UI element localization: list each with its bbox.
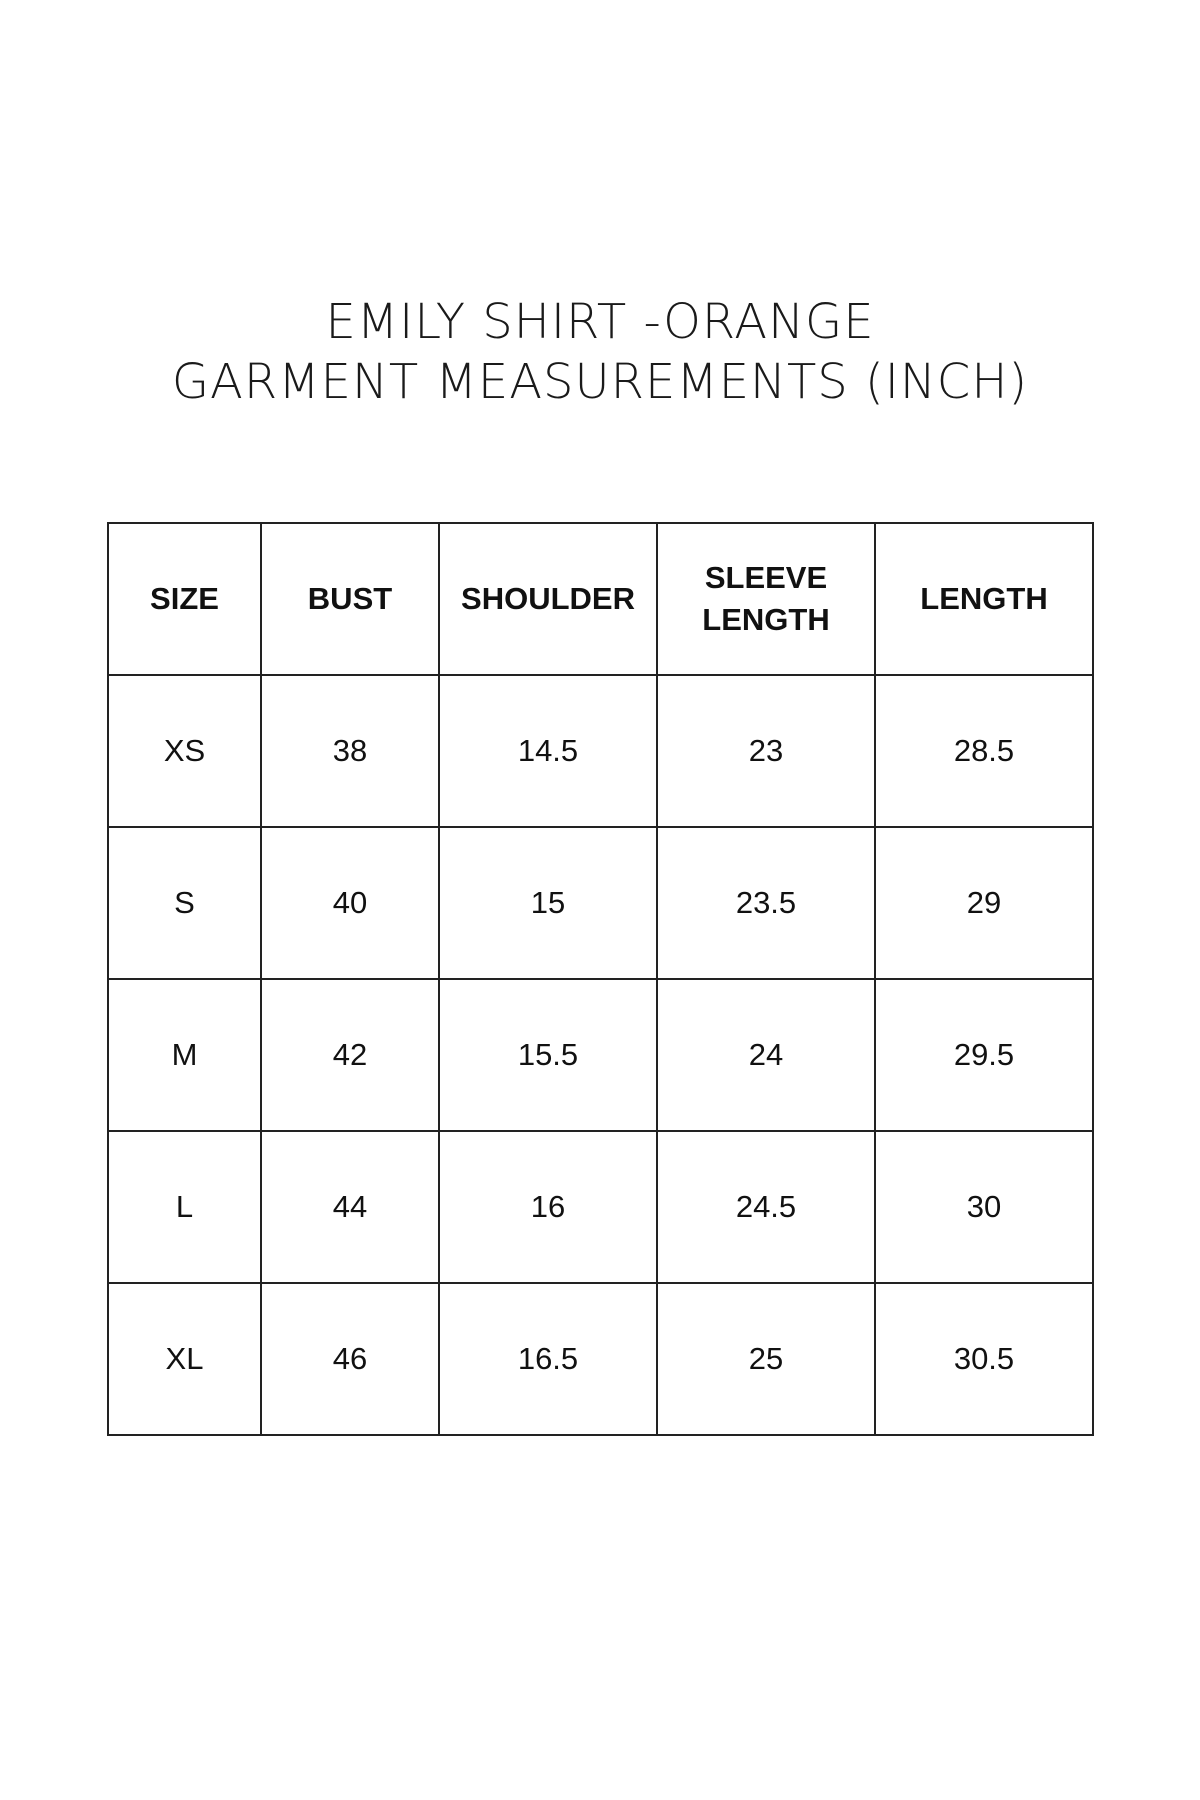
measurements-subtitle: GARMENT MEASUREMENTS (INCH) — [171, 354, 1029, 410]
cell-shoulder: 15 — [439, 827, 657, 979]
cell-shoulder: 14.5 — [439, 675, 657, 827]
table-header-row — [108, 523, 1093, 675]
cell-sleeve-length: 23.5 — [657, 827, 875, 979]
cell-length: 29 — [875, 827, 1093, 979]
header-sleeve-length: SLEEVE LENGTH — [657, 523, 875, 675]
cell-length: 30 — [875, 1131, 1093, 1283]
cell-shoulder: 15.5 — [439, 979, 657, 1131]
cell-bust: 40 — [261, 827, 439, 979]
cell-length: 28.5 — [875, 675, 1093, 827]
cell-shoulder: 16.5 — [439, 1283, 657, 1435]
cell-size: S — [108, 827, 261, 979]
cell-shoulder: 16 — [439, 1131, 657, 1283]
table-row — [108, 1131, 1093, 1283]
header-shoulder: SHOULDER — [439, 523, 657, 675]
product-title: EMILY SHIRT -ORANGE — [325, 294, 875, 350]
cell-bust: 46 — [261, 1283, 439, 1435]
size-chart-table — [107, 522, 1094, 1436]
header-size: SIZE — [108, 523, 261, 675]
cell-size: L — [108, 1131, 261, 1283]
cell-length: 30.5 — [875, 1283, 1093, 1435]
cell-size: XL — [108, 1283, 261, 1435]
cell-bust: 44 — [261, 1131, 439, 1283]
title-block — [0, 292, 1200, 412]
cell-sleeve-length: 25 — [657, 1283, 875, 1435]
table-row — [108, 1283, 1093, 1435]
cell-sleeve-length: 24.5 — [657, 1131, 875, 1283]
cell-bust: 42 — [261, 979, 439, 1131]
header-bust: BUST — [261, 523, 439, 675]
cell-length: 29.5 — [875, 979, 1093, 1131]
table-row — [108, 979, 1093, 1131]
header-length: LENGTH — [875, 523, 1093, 675]
cell-bust: 38 — [261, 675, 439, 827]
cell-size: M — [108, 979, 261, 1131]
cell-size: XS — [108, 675, 261, 827]
table-row — [108, 675, 1093, 827]
cell-sleeve-length: 24 — [657, 979, 875, 1131]
cell-sleeve-length: 23 — [657, 675, 875, 827]
table-row — [108, 827, 1093, 979]
